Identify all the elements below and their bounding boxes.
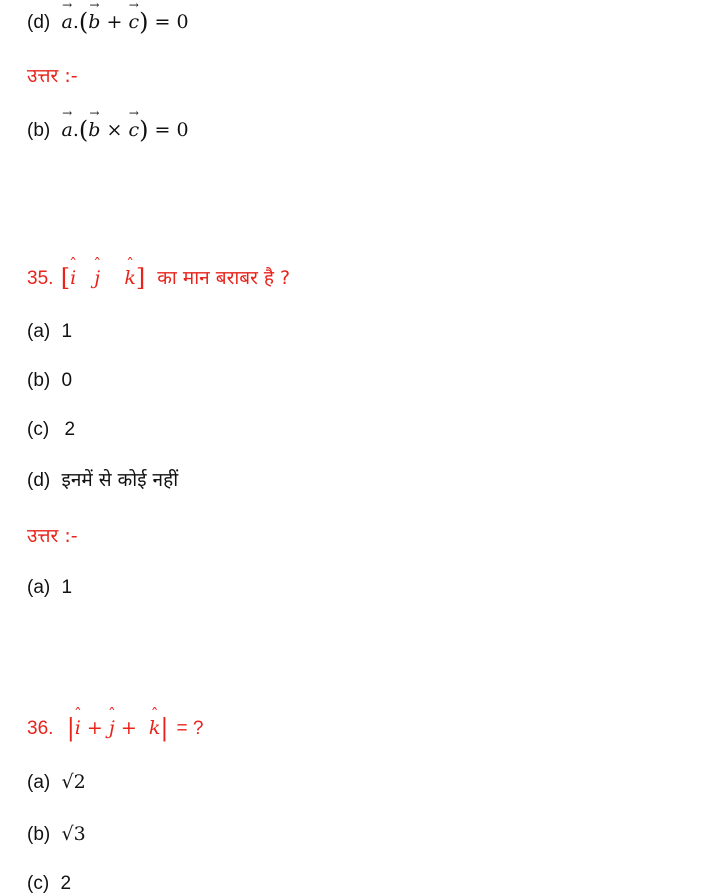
option-label: (c) xyxy=(27,873,50,894)
option-label: (d) xyxy=(27,12,51,33)
answer-heading: उत्तर :- xyxy=(27,65,78,87)
option-label: (a) xyxy=(27,321,51,342)
q33-option-d xyxy=(27,10,189,35)
sqrt-3: √3 xyxy=(61,823,86,845)
vector-expression: → a.(→ b × → c) = 0 xyxy=(62,119,189,141)
box-product-expression: [ˆ i ˆ j ˆ k] xyxy=(61,267,152,289)
q35-option-a xyxy=(27,320,72,344)
answer-heading: उत्तर :- xyxy=(27,525,78,547)
q35-option-d xyxy=(27,468,178,493)
question-tail: = ? xyxy=(176,718,204,739)
question-36 xyxy=(27,716,203,741)
option-text: 1 xyxy=(61,321,73,342)
q35-answer xyxy=(27,576,72,600)
option-text: इनमें से कोई नहीं xyxy=(61,469,179,491)
question-number: 36. xyxy=(27,718,54,739)
question-35 xyxy=(27,266,290,291)
q36-option-b xyxy=(27,822,86,847)
option-label: (b) xyxy=(27,824,51,845)
q35-option-c xyxy=(27,418,75,442)
sqrt-2: √2 xyxy=(61,771,86,793)
option-text: 2 xyxy=(64,419,76,440)
option-label: (a) xyxy=(27,577,51,598)
option-label: (a) xyxy=(27,772,51,793)
q36-option-a xyxy=(27,770,86,795)
option-label: (c) xyxy=(27,419,50,440)
option-text: 1 xyxy=(61,577,73,598)
option-label: (b) xyxy=(27,370,51,391)
option-text: 0 xyxy=(61,370,73,391)
question-number: 35. xyxy=(27,268,54,289)
magnitude-expression: |ˆ i + ˆ j + ˆ k| xyxy=(67,717,175,739)
option-label: (b) xyxy=(27,120,51,141)
q33-answer xyxy=(27,118,189,143)
option-label: (d) xyxy=(27,470,51,491)
q36-option-c xyxy=(27,872,71,896)
vector-expression: → a.(→ b + → c) = 0 xyxy=(62,11,189,33)
question-text: का मान बराबर है ? xyxy=(157,267,291,289)
option-text: 2 xyxy=(60,873,72,894)
q35-option-b xyxy=(27,369,72,393)
